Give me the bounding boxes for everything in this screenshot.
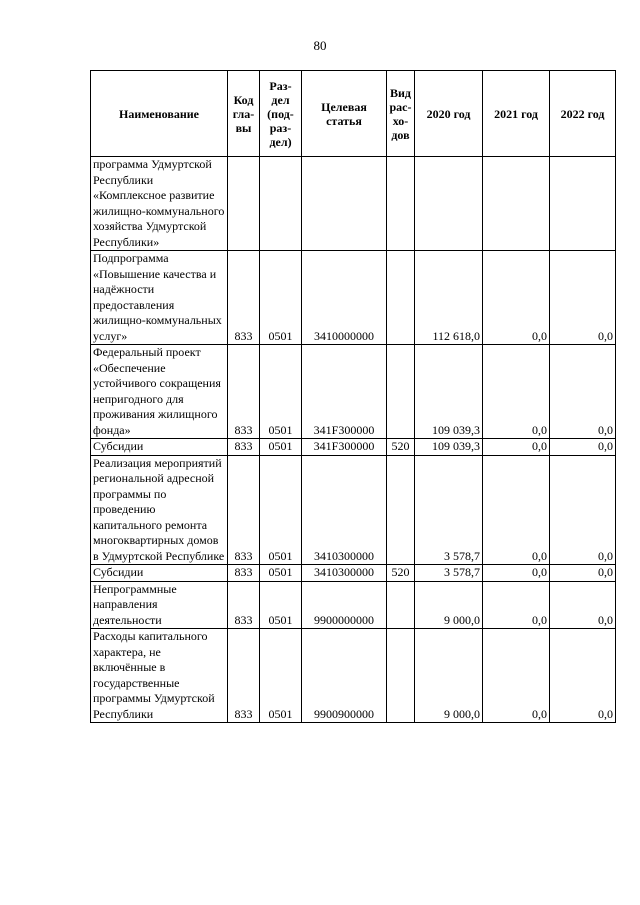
row-2021: 0,0 <box>483 581 550 629</box>
row-2022: 0,0 <box>550 565 616 582</box>
header-expense-type: Вид рас- хо- дов <box>387 71 415 157</box>
header-chapter: Код гла- вы <box>228 71 260 157</box>
row-2021: 0,0 <box>483 455 550 565</box>
row-2021: 0,0 <box>483 629 550 723</box>
page-number: 80 <box>313 38 327 53</box>
row-target <box>302 157 387 251</box>
row-2021: 0,0 <box>483 439 550 456</box>
row-section <box>260 157 302 251</box>
row-chapter: 833 <box>228 581 260 629</box>
row-2022 <box>550 157 616 251</box>
table-row <box>91 251 616 345</box>
row-chapter: 833 <box>228 439 260 456</box>
row-chapter: 833 <box>228 345 260 439</box>
row-section: 0501 <box>260 251 302 345</box>
row-target: 9900000000 <box>302 581 387 629</box>
row-chapter <box>228 157 260 251</box>
table-row <box>91 581 616 629</box>
row-section: 0501 <box>260 629 302 723</box>
row-chapter: 833 <box>228 565 260 582</box>
row-chapter: 833 <box>228 629 260 723</box>
row-2021 <box>483 157 550 251</box>
row-target: 341F300000 <box>302 439 387 456</box>
row-2022: 0,0 <box>550 439 616 456</box>
header-2022: 2022 год <box>550 71 616 157</box>
header-row <box>91 71 616 157</box>
row-name: Расходы капитального характера, не включённые в государственные программы Удмуртской Республики <box>91 629 228 723</box>
row-chapter: 833 <box>228 455 260 565</box>
row-2020: 9 000,0 <box>415 581 483 629</box>
row-target: 3410300000 <box>302 455 387 565</box>
table-body <box>91 157 616 723</box>
header-2020: 2020 год <box>415 71 483 157</box>
row-2021: 0,0 <box>483 251 550 345</box>
row-2020 <box>415 157 483 251</box>
row-2022: 0,0 <box>550 629 616 723</box>
row-name: Подпрограмма «Повышение качества и надёжности предоставления жилищно-коммунальных услуг» <box>91 251 228 345</box>
budget-table <box>90 70 616 723</box>
row-name: Федеральный проект «Обеспечение устойчивого сокращения непригодного для проживания жилищного фонда» <box>91 345 228 439</box>
row-2022: 0,0 <box>550 251 616 345</box>
row-name: Реализация мероприятий региональной адресной программы по проведению капитального ремонта многоквартирных домов в Удмуртской Республике <box>91 455 228 565</box>
table-row <box>91 565 616 582</box>
table-row <box>91 439 616 456</box>
row-2020: 109 039,3 <box>415 439 483 456</box>
row-target: 341F300000 <box>302 345 387 439</box>
row-name: Субсидии <box>91 439 228 456</box>
row-section: 0501 <box>260 439 302 456</box>
row-expense-type <box>387 157 415 251</box>
header-2021: 2021 год <box>483 71 550 157</box>
row-2021: 0,0 <box>483 565 550 582</box>
row-target: 9900900000 <box>302 629 387 723</box>
row-expense-type <box>387 455 415 565</box>
row-2022: 0,0 <box>550 581 616 629</box>
row-name: программа Удмуртской Республики «Комплексное развитие жилищно-коммунального хозяйства Удмуртской Республики» <box>91 157 228 251</box>
row-expense-type <box>387 581 415 629</box>
row-expense-type: 520 <box>387 439 415 456</box>
table-row <box>91 629 616 723</box>
row-target: 3410000000 <box>302 251 387 345</box>
row-name: Субсидии <box>91 565 228 582</box>
table-row <box>91 455 616 565</box>
row-2020: 9 000,0 <box>415 629 483 723</box>
row-2022: 0,0 <box>550 345 616 439</box>
row-2020: 109 039,3 <box>415 345 483 439</box>
table-row <box>91 345 616 439</box>
row-section: 0501 <box>260 565 302 582</box>
row-2020: 112 618,0 <box>415 251 483 345</box>
header-target: Целевая статья <box>302 71 387 157</box>
row-2021: 0,0 <box>483 345 550 439</box>
row-target: 3410300000 <box>302 565 387 582</box>
header-name: Наименование <box>91 71 228 157</box>
row-2022: 0,0 <box>550 455 616 565</box>
row-expense-type: 520 <box>387 565 415 582</box>
row-expense-type <box>387 251 415 345</box>
row-2020: 3 578,7 <box>415 565 483 582</box>
row-name: Непрограммные направления деятельности <box>91 581 228 629</box>
row-section: 0501 <box>260 455 302 565</box>
row-2020: 3 578,7 <box>415 455 483 565</box>
header-section: Раз- дел (под- раз- дел) <box>260 71 302 157</box>
row-expense-type <box>387 345 415 439</box>
row-section: 0501 <box>260 345 302 439</box>
table-row <box>91 157 616 251</box>
row-chapter: 833 <box>228 251 260 345</box>
row-section: 0501 <box>260 581 302 629</box>
row-expense-type <box>387 629 415 723</box>
